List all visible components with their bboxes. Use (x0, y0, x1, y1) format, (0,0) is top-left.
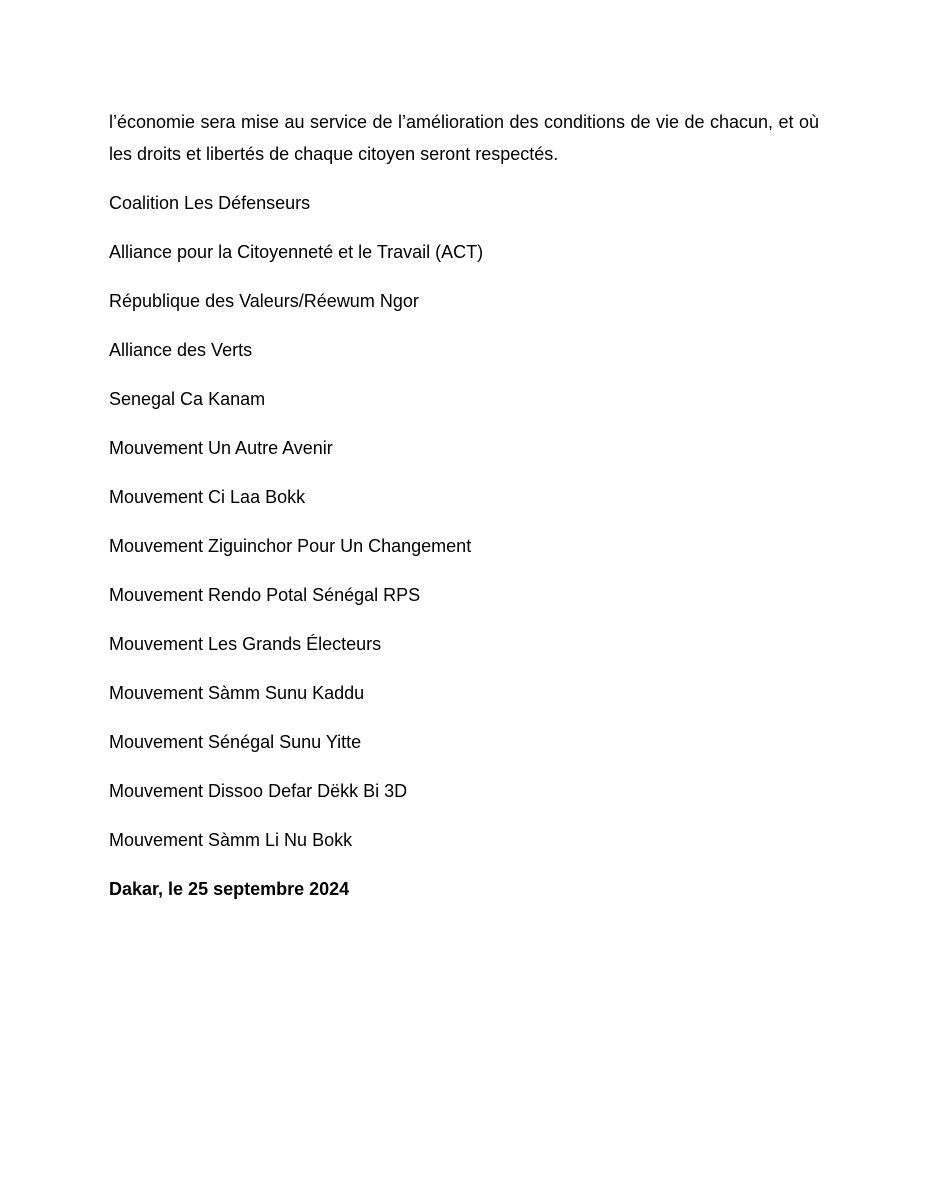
document-body (109, 106, 819, 914)
signatory-item: Coalition Les Défenseurs (109, 193, 311, 213)
signatory-item: Mouvement Ci Laa Bokk (109, 487, 306, 507)
signatory-item: Mouvement Les Grands Électeurs (109, 634, 382, 654)
signatory-item: Mouvement Sénégal Sunu Yitte (109, 732, 362, 752)
signatory-item: Mouvement Rendo Potal Sénégal RPS (109, 585, 421, 605)
signatory-item: République des Valeurs/Réewum Ngor (109, 291, 419, 311)
signatory-item: Mouvement Sàmm Sunu Kaddu (109, 683, 365, 703)
intro-paragraph: l’économie sera mise au service de l’amélioration des conditions de vie de chacun, et où les droits et libertés de chaque citoyen seront respectés. (109, 112, 819, 164)
signatory-item: Alliance des Verts (109, 340, 253, 360)
signatory-item: Mouvement Sàmm Li Nu Bokk (109, 830, 353, 850)
dateline: Dakar, le 25 septembre 2024 (109, 879, 350, 899)
signatory-item: Mouvement Ziguinchor Pour Un Changement (109, 536, 472, 556)
signatory-item: Mouvement Un Autre Avenir (109, 438, 333, 458)
signatory-list (109, 179, 819, 865)
signatory-item: Senegal Ca Kanam (109, 389, 266, 409)
signatory-item: Mouvement Dissoo Defar Dëkk Bi 3D (109, 781, 408, 801)
signatory-item: Alliance pour la Citoyenneté et le Travail (ACT) (109, 242, 484, 262)
